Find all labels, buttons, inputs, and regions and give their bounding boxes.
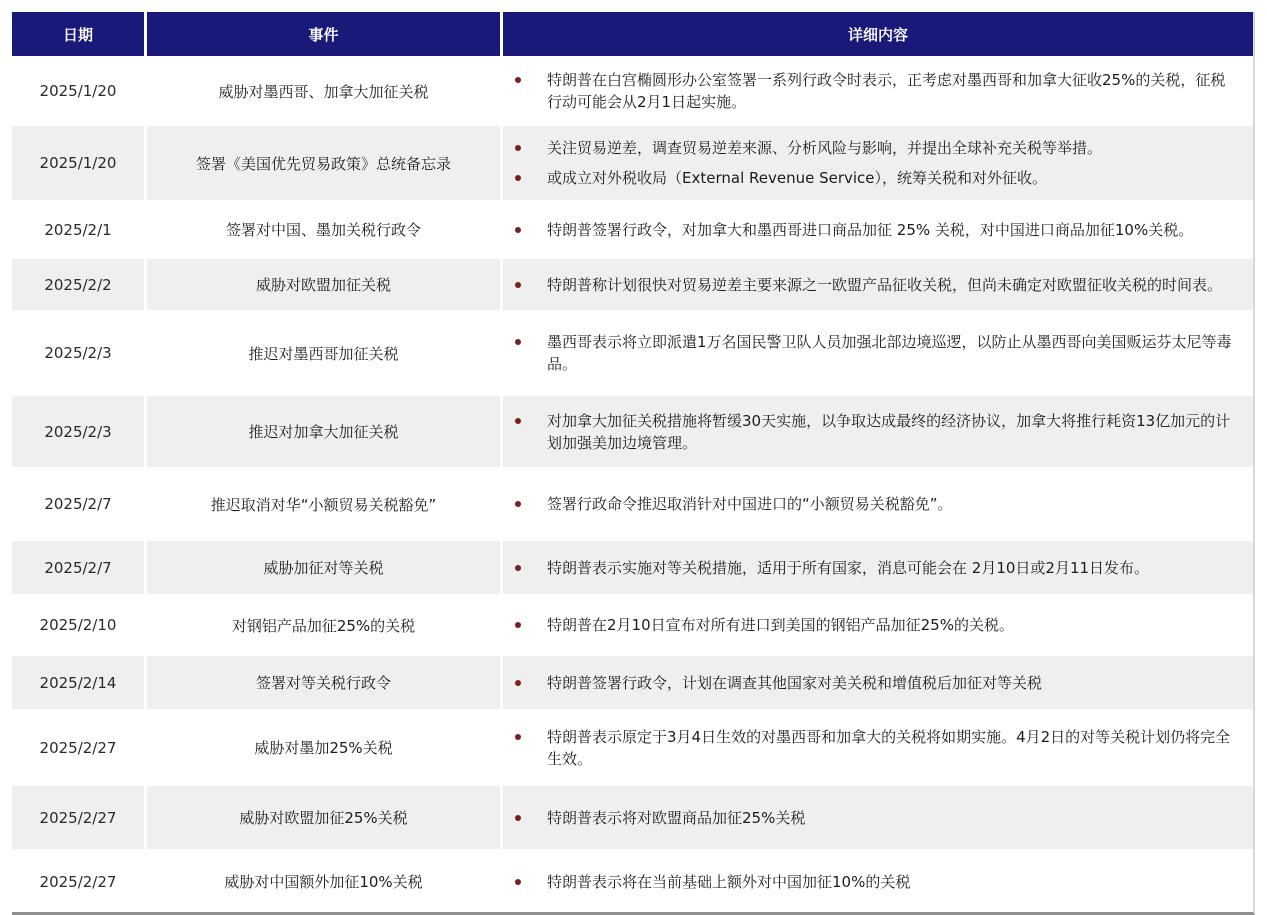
bullet-icon bbox=[515, 175, 521, 181]
bullet-icon bbox=[515, 680, 521, 686]
bullet-icon bbox=[515, 282, 521, 288]
details-cell bbox=[503, 596, 1253, 654]
event-cell: 签署《美国优先贸易政策》总统备忘录 bbox=[147, 126, 503, 200]
details-cell bbox=[503, 58, 1253, 124]
detail-text: 签署行政命令推迟取消针对中国进口的“小额贸易关税豁免”。 bbox=[547, 495, 953, 513]
details-cell bbox=[503, 312, 1253, 394]
column-header-event: 事件 bbox=[147, 12, 503, 56]
detail-text: 墨西哥表示将立即派遣1万名国民警卫队人员加强北部边境巡逻，以防止从墨西哥向美国贩运芬太尼等毒品。 bbox=[547, 333, 1232, 373]
event-cell: 对钢铝产品加征25%的关税 bbox=[147, 596, 503, 654]
detail-item bbox=[503, 327, 1235, 379]
table-row bbox=[12, 56, 1253, 124]
event-cell: 威胁加征对等关税 bbox=[147, 541, 503, 594]
details-cell bbox=[503, 202, 1253, 257]
bullet-icon bbox=[515, 418, 521, 424]
date-cell: 2025/2/3 bbox=[12, 396, 147, 467]
detail-item bbox=[503, 553, 1235, 583]
details-cell bbox=[503, 469, 1253, 539]
detail-item bbox=[503, 406, 1235, 458]
table-row bbox=[12, 124, 1253, 200]
details-cell bbox=[503, 851, 1253, 912]
date-cell: 2025/1/20 bbox=[12, 58, 147, 124]
detail-item bbox=[503, 722, 1235, 774]
detail-item bbox=[503, 133, 1235, 163]
table-row bbox=[12, 849, 1253, 912]
table-row bbox=[12, 784, 1253, 849]
event-cell: 推迟取消对华“小额贸易关税豁免” bbox=[147, 469, 503, 539]
detail-text: 特朗普在2月10日宣布对所有进口到美国的钢铝产品加征25%的关税。 bbox=[547, 616, 1014, 634]
details-cell bbox=[503, 711, 1253, 784]
table-row bbox=[12, 654, 1253, 709]
table-body bbox=[12, 56, 1253, 912]
detail-item bbox=[503, 668, 1235, 698]
details-cell bbox=[503, 786, 1253, 849]
detail-text: 特朗普签署行政令，计划在调查其他国家对美关税和增值税后加征对等关税 bbox=[547, 673, 1043, 692]
detail-item bbox=[503, 65, 1235, 117]
date-cell: 2025/2/7 bbox=[12, 469, 147, 539]
detail-text: 对加拿大加征关税措施将暂缓30天实施，以争取达成最终的经济协议，加拿大将推行耗资13亿加元的计划加强美加边境管理。 bbox=[547, 411, 1231, 452]
detail-item bbox=[503, 163, 1235, 193]
event-cell: 推迟对加拿大加征关税 bbox=[147, 396, 503, 467]
details-cell bbox=[503, 541, 1253, 594]
detail-item bbox=[503, 489, 1235, 519]
tariff-events-table bbox=[12, 12, 1255, 915]
detail-item bbox=[503, 610, 1235, 640]
event-cell: 威胁对欧盟加征25%关税 bbox=[147, 786, 503, 849]
date-cell: 2025/2/3 bbox=[12, 312, 147, 394]
bullet-icon bbox=[515, 734, 521, 740]
bullet-icon bbox=[515, 77, 521, 83]
bullet-icon bbox=[515, 815, 521, 821]
event-cell: 推迟对墨西哥加征关税 bbox=[147, 312, 503, 394]
details-cell bbox=[503, 259, 1253, 310]
date-cell: 2025/1/20 bbox=[12, 126, 147, 200]
table-row bbox=[12, 539, 1253, 594]
event-cell: 威胁对欧盟加征关税 bbox=[147, 259, 503, 310]
date-cell: 2025/2/27 bbox=[12, 786, 147, 849]
detail-item bbox=[503, 867, 1235, 897]
table-row bbox=[12, 394, 1253, 467]
detail-text: 特朗普签署行政令，对加拿大和墨西哥进口商品加征 25% 关税，对中国进口商品加征10%关税。 bbox=[547, 220, 1194, 239]
date-cell: 2025/2/10 bbox=[12, 596, 147, 654]
table-row bbox=[12, 594, 1253, 654]
detail-text: 特朗普表示将对欧盟商品加征25%关税 bbox=[547, 808, 806, 827]
event-cell: 威胁对墨加25%关税 bbox=[147, 711, 503, 784]
bullet-icon bbox=[515, 622, 521, 628]
date-cell: 2025/2/27 bbox=[12, 711, 147, 784]
details-cell bbox=[503, 656, 1253, 709]
column-header-details: 详细内容 bbox=[847, 25, 908, 44]
table-row bbox=[12, 257, 1253, 310]
detail-text: 特朗普表示实施对等关税措施，适用于所有国家，消息可能会在 2月10日或2月11日发布。 bbox=[547, 558, 1150, 577]
bullet-icon bbox=[515, 565, 521, 571]
detail-text: 特朗普表示将在当前基础上额外对中国加征10%的关税 bbox=[547, 872, 911, 891]
bullet-icon bbox=[515, 339, 521, 345]
table-row bbox=[12, 709, 1253, 784]
date-cell: 2025/2/2 bbox=[12, 259, 147, 310]
details-cell bbox=[503, 396, 1253, 467]
date-cell: 2025/2/14 bbox=[12, 656, 147, 709]
detail-item bbox=[503, 270, 1235, 300]
detail-text: 特朗普称计划很快对贸易逆差主要来源之一欧盟产品征收关税，但尚未确定对欧盟征收关税的时间表。 bbox=[547, 275, 1223, 294]
date-cell: 2025/2/1 bbox=[12, 202, 147, 257]
detail-text: 特朗普在白宫椭圆形办公室签署一系列行政令时表示，正考虑对墨西哥和加拿大征收25%的关税，征税行动可能会从2月1日起实施。 bbox=[547, 71, 1226, 111]
detail-text: 特朗普表示原定于3月4日生效的对墨西哥和加拿大的关税将如期实施。4月2日的对等关税计划仍将完全生效。 bbox=[547, 727, 1231, 768]
table-row bbox=[12, 310, 1253, 394]
detail-text: 关注贸易逆差，调查贸易逆差来源、分析风险与影响，并提出全球补充关税等举措。 bbox=[547, 139, 1103, 157]
detail-item bbox=[503, 803, 1235, 833]
event-cell: 威胁对墨西哥、加拿大加征关税 bbox=[147, 58, 503, 124]
column-header-date: 日期 bbox=[12, 12, 147, 56]
event-cell: 签署对中国、墨加关税行政令 bbox=[147, 202, 503, 257]
table-row bbox=[12, 467, 1253, 539]
table-row bbox=[12, 200, 1253, 257]
bullet-icon bbox=[515, 501, 521, 507]
event-cell: 签署对等关税行政令 bbox=[147, 656, 503, 709]
details-cell bbox=[503, 126, 1253, 200]
detail-text: 或成立对外税收局（External Revenue Service），统筹关税和对外征收。 bbox=[547, 169, 1048, 187]
bullet-icon bbox=[515, 145, 521, 151]
date-cell: 2025/2/7 bbox=[12, 541, 147, 594]
date-cell: 2025/2/27 bbox=[12, 851, 147, 912]
bullet-icon bbox=[515, 227, 521, 233]
event-cell: 威胁对中国额外加征10%关税 bbox=[147, 851, 503, 912]
table-header-row bbox=[12, 12, 1253, 56]
detail-item bbox=[503, 215, 1235, 245]
bullet-icon bbox=[515, 879, 521, 885]
